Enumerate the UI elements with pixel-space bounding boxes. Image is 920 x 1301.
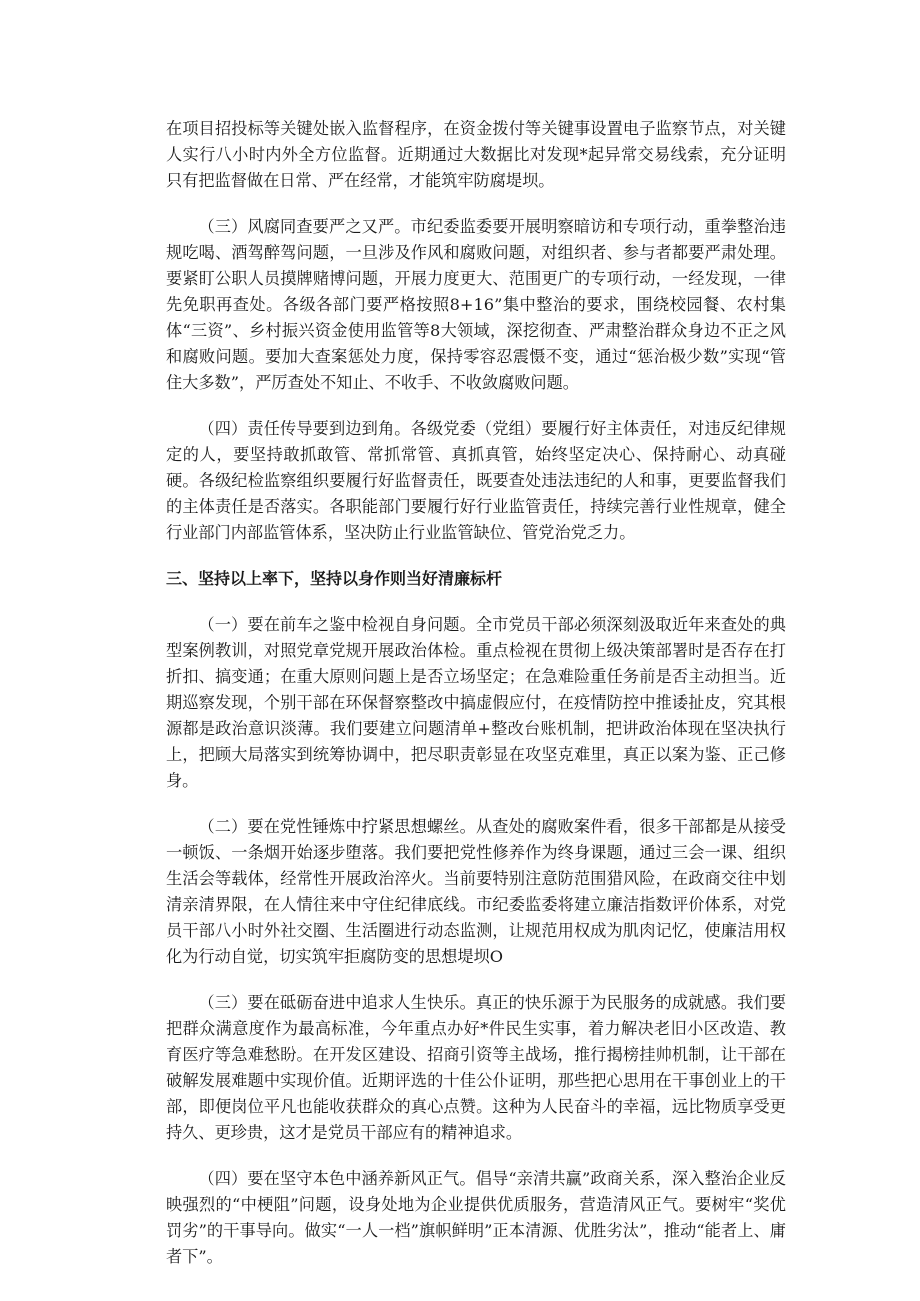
paragraph-continuation: 在项目招投标等关键处嵌入监督程序，在资金拨付等关键事设置电子监察节点，对关键人实行八小时内外全方位监督。近期通过大数据比对发现*起异常交易线索，充分证明只有把监督做在日常、严在经常，才能筑牢防腐堤坝。 — [166, 119, 786, 190]
paragraph-section-3-4: （四）要在坚守本色中涵养新风正气。倡导“亲清共赢”政商关系，深入整治企业反映强烈的“中梗阻”问题，设身处地为企业提供优质服务，营造清风正气。要树牢“奖优罚劣”的干事导向。做实“一人一档”旗帜鲜明”正本清源、优胜劣汰”，推动“能者上、庸者下”。 — [166, 1169, 786, 1266]
paragraph-section-3-3: （三）要在砥砺奋进中追求人生快乐。真正的快乐源于为民服务的成就感。我们要把群众满意度作为最高标准，今年重点办好*件民生实事，着力解决老旧小区改造、教育医疗等急难愁盼。在开发区建设、招商引资等主战场，推行揭榜挂帅机制，让干部在破解发展难题中实现价值。近期评选的十佳公仆证明，那些把心思用在干事创业上的干部，即便岗位平凡也能收获群众的真心点赞。这种为人民奋斗的幸福，远比物质享受更持久、更珍贵，这才是党员干部应有的精神追求。 — [166, 993, 786, 1142]
paragraph-section-2-3: （三）风腐同查要严之又严。市纪委监委要开展明察暗访和专项行动，重拳整治违规吃喝、酒驾醉驾问题，一旦涉及作风和腐败问题，对组织者、参与者都要严肃处理。要紧盯公职人员摸牌赌博问题，开展力度更大、范围更广的专项行动，一经发现，一律先免职再查处。各级各部门要严格按照8+16”集中整治的要求，围绕校园餐、农村集体“三资”、乡村振兴资金使用监管等8大领域，深挖彻查、严肃整治群众身边不正之风和腐败问题。要加大查案惩处力度，保持零容忍震慑不变，通过“惩治极少数”实现“管住大多数”，严厉查处不知止、不收手、不收敛腐败问题。 — [166, 217, 786, 392]
paragraph-section-3-1: （一）要在前车之鉴中检视自身问题。全市党员干部必须深刻汲取近年来查处的典型案例教训，对照党章党规开展政治体检。重点检视在贯彻上级决策部署时是否存在打折扣、搞变通；在重大原则问题上是否立场坚定；在急难险重任务前是否主动担当。近期巡察发现，个别干部在环保督察整改中搞虚假应付，在疫情防控中推诿扯皮，究其根源都是政治意识淡薄。我们要建立问题清单+整改台账机制，把讲政治体现在坚决执行上，把顾大局落实到统筹协调中，把尽职责彰显在攻坚克难里，真正以案为鉴、正己修身。 — [166, 615, 786, 790]
paragraph-section-3-2: （二）要在党性锤炼中拧紧思想螺丝。从查处的腐败案件看，很多干部都是从接受一顿饭、一条烟开始逐步堕落。我们要把党性修养作为终身课题，通过三会一课、组织生活会等载体，经常性开展政治淬火。当前要特别注意防范围猎风险，在政商交往中划清亲清界限，在人情往来中守住纪律底线。市纪委监委将建立廉洁指数评价体系，对党员干部八小时外社交圈、生活圈进行动态监测，让规范用权成为肌肉记忆，使廉洁用权化为行动自觉，切实筑牢拒腐防变的思想堤坝O — [166, 817, 786, 966]
paragraph-section-2-4: （四）责任传导要到边到角。各级党委（党组）要履行好主体责任，对违反纪律规定的人，要坚持敢抓敢管、常抓常管、真抓真管，始终坚定决心、保持耐心、动真碰硬。各级纪检监察组织要履行好监督责任，既要查处违法违纪的人和事，更要监督我们的主体责任是否落实。各职能部门要履行好行业监管责任，持续完善行业性规章，健全行业部门内部监管体系，坚决防止行业监管缺位、管党治党乏力。 — [166, 419, 786, 542]
section-heading-3: 三、坚持以上率下，坚持以身作则当好清廉标杆 — [166, 569, 503, 588]
document-page — [166, 116, 786, 1290]
